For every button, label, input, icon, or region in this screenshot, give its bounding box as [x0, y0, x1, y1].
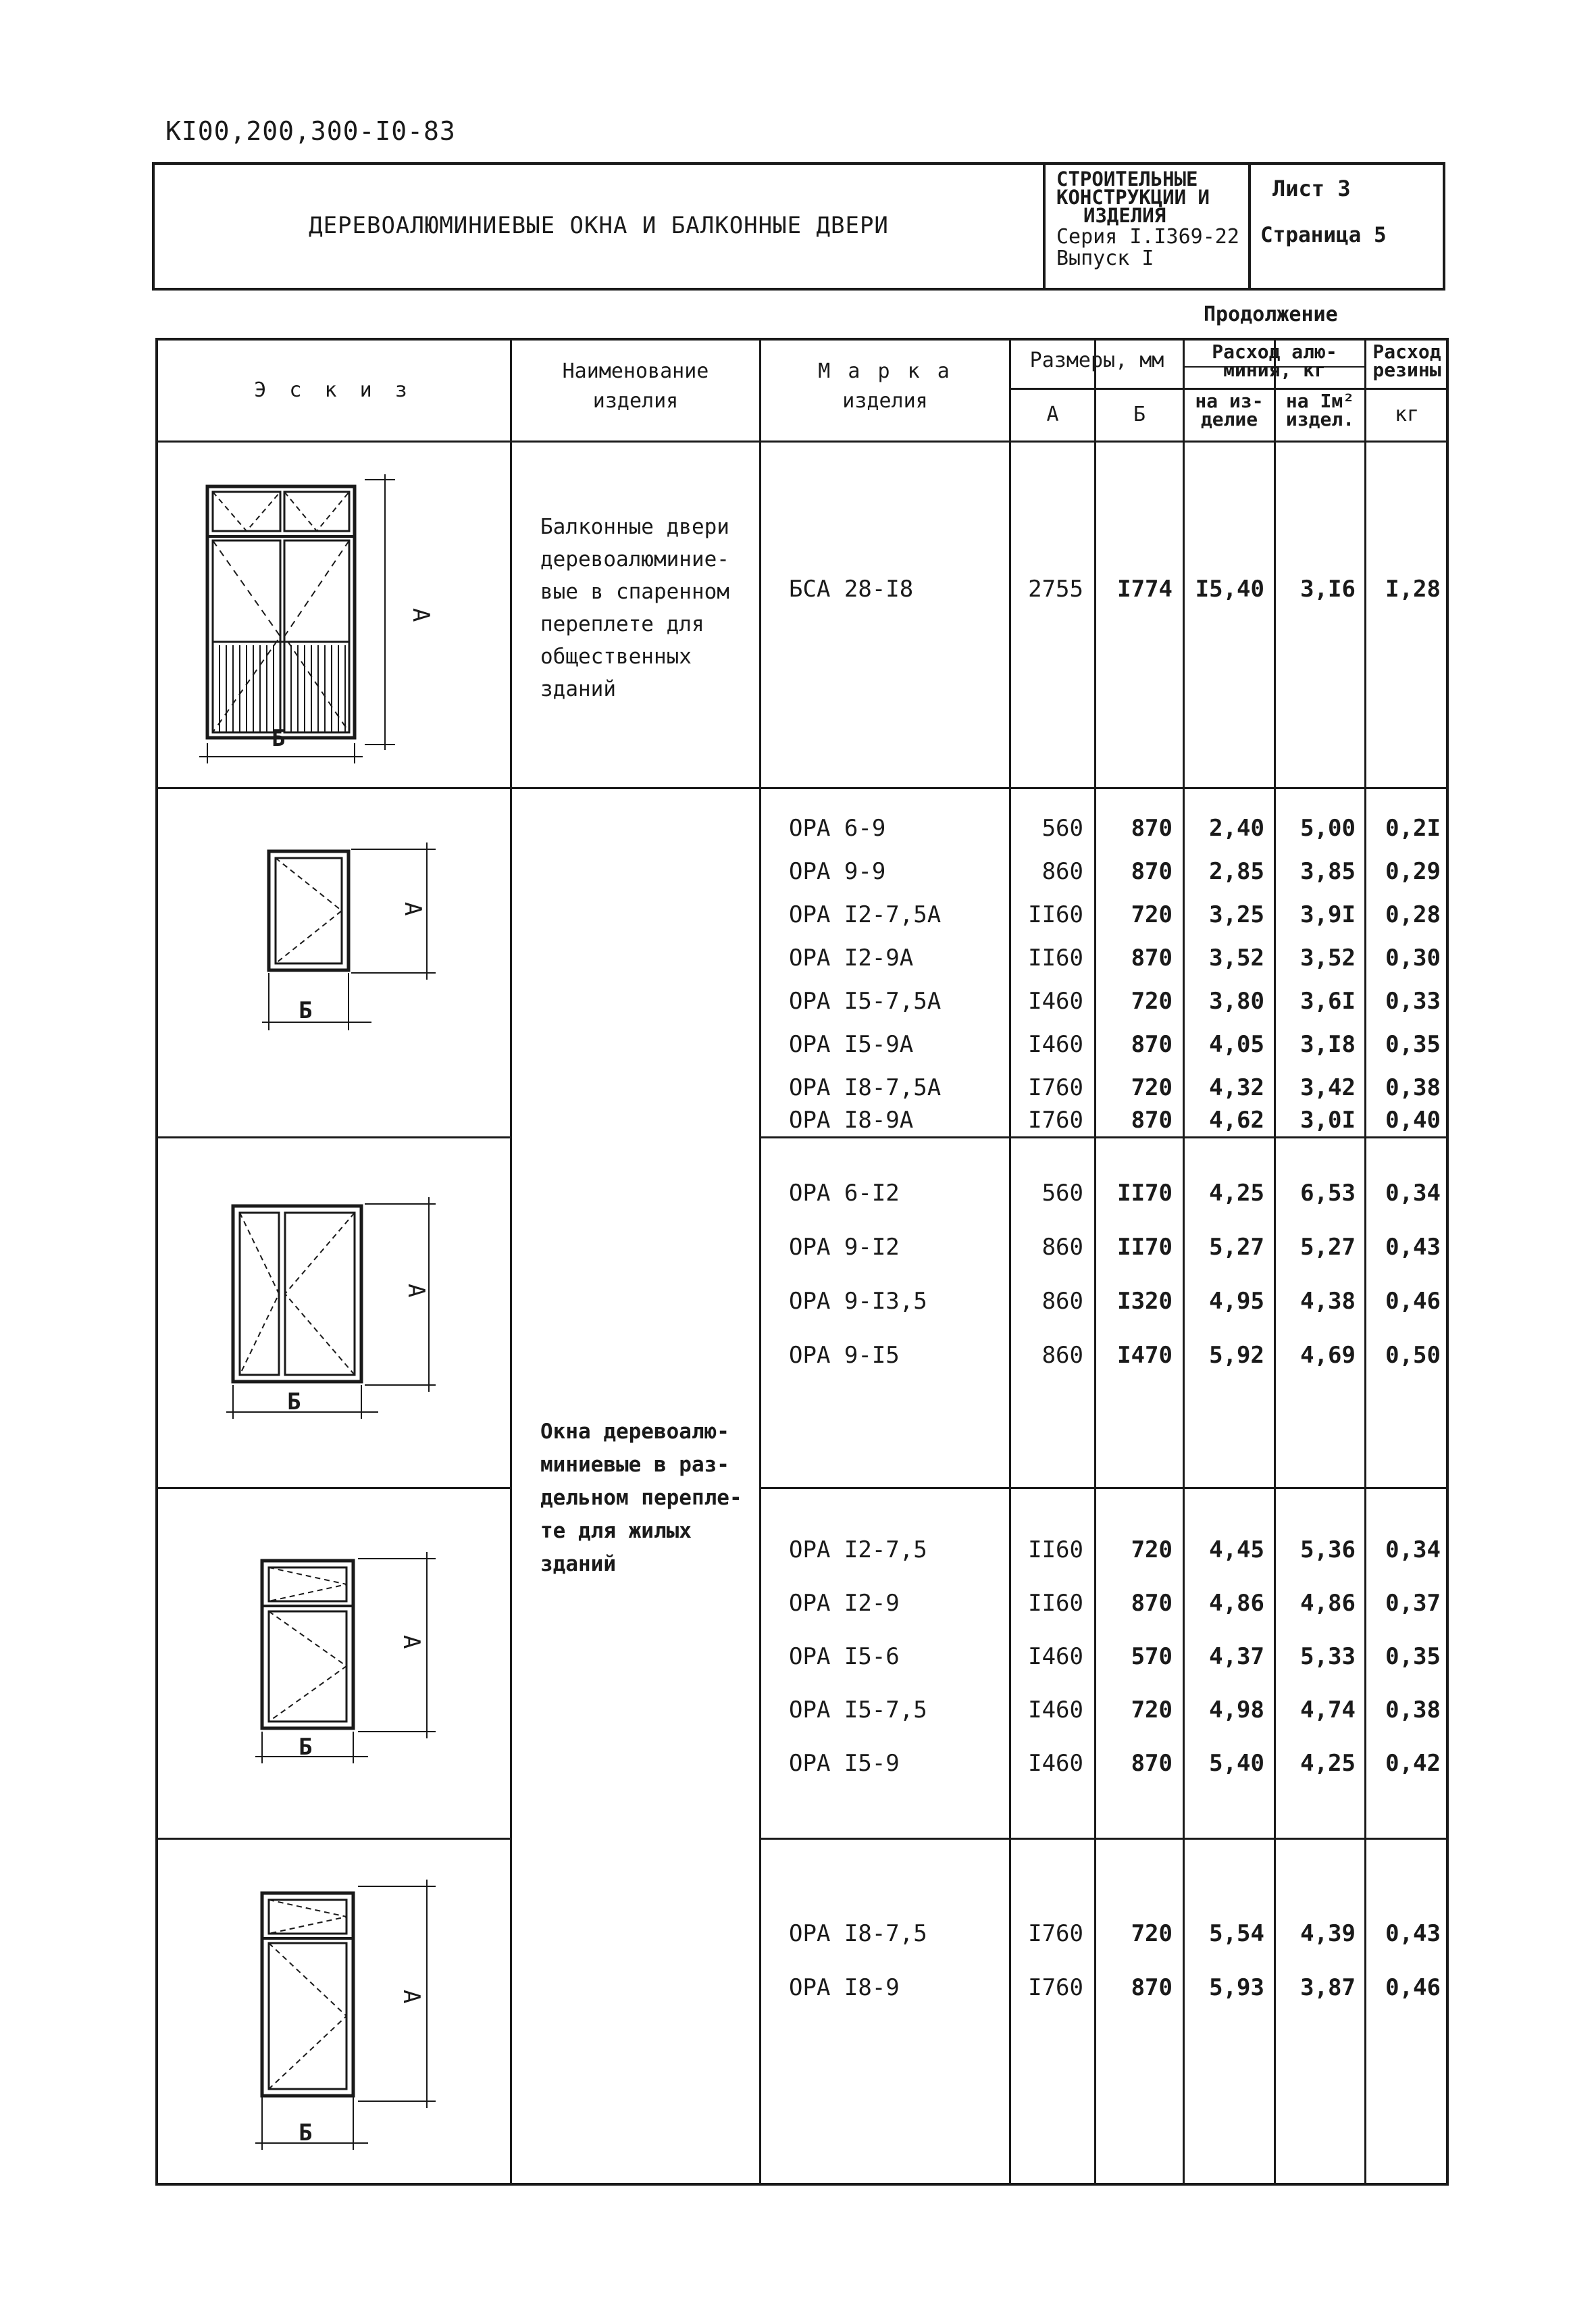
dim-label-b: Б — [272, 725, 286, 752]
cell-a: 2755 — [1028, 576, 1083, 603]
cell-rubber: 0,38 — [1385, 1074, 1441, 1101]
cell-alu-m2: 5,33 — [1300, 1643, 1356, 1670]
cell-alu-item: 4,45 — [1209, 1536, 1264, 1563]
cell-alu-m2: 3,0I — [1300, 1107, 1356, 1134]
group1-name: Балконные двери деревоалюминие- вые в спаренном переплете для общественных зданий — [540, 515, 729, 701]
title-block — [152, 162, 1445, 291]
divider — [759, 1136, 1449, 1138]
tall-vent-window-sketch — [250, 1878, 453, 2162]
cell-a: I760 — [1028, 1974, 1083, 2001]
cell-rubber: 0,28 — [1385, 901, 1441, 928]
cell-mark: ОРА I5-7,5 — [789, 1696, 927, 1724]
dim-label-a: А — [398, 1635, 425, 1649]
divider — [759, 1487, 1449, 1489]
cell-mark: ОРА I2-9 — [789, 1590, 900, 1617]
series-number: Серия I.I369-22 Выпуск I — [1056, 225, 1239, 270]
cell-rubber: 0,46 — [1385, 1288, 1441, 1315]
cell-b: I470 — [1117, 1342, 1173, 1369]
cell-mark: ОРА 6-9 — [789, 815, 886, 842]
cell-alu-m2: 3,6I — [1300, 988, 1356, 1015]
cell-rubber: 0,2I — [1385, 815, 1441, 842]
cell-alu-item: 5,27 — [1209, 1234, 1264, 1261]
cell-rubber: 0,29 — [1385, 858, 1441, 885]
divider — [759, 1838, 1449, 1840]
cell-rubber: 0,34 — [1385, 1180, 1441, 1207]
cell-a: 860 — [1041, 1342, 1083, 1369]
col-alu-m2: на Iм² издел. — [1285, 390, 1355, 430]
cell-alu-m2: 3,52 — [1300, 945, 1356, 972]
cell-alu-item: 2,40 — [1209, 815, 1264, 842]
col-sketch: Э с к и з — [254, 378, 413, 402]
cell-a: I760 — [1028, 1107, 1083, 1134]
single-window-sketch — [250, 834, 453, 1037]
divider — [510, 338, 512, 2186]
cell-alu-item: 5,92 — [1209, 1342, 1264, 1369]
cell-alu-m2: 4,69 — [1300, 1342, 1356, 1369]
cell-a: I460 — [1028, 1643, 1083, 1670]
cell-mark: ОРА 9-I3,5 — [789, 1288, 927, 1315]
cell-rubber: 0,42 — [1385, 1750, 1441, 1777]
cell-b: 870 — [1131, 815, 1173, 842]
cell-a: I760 — [1028, 1920, 1083, 1947]
cell-alu-item: 4,05 — [1209, 1031, 1264, 1058]
cell-mark: ОРА I5-7,5А — [789, 988, 942, 1015]
col-alu: Расход алю- миния, кг — [1212, 341, 1337, 381]
cell-b: II70 — [1117, 1234, 1173, 1261]
cell-mark: ОРА I2-7,5А — [789, 901, 942, 928]
cell-alu-m2: 3,42 — [1300, 1074, 1356, 1101]
vent-window-sketch — [250, 1544, 453, 1774]
cell-a: II60 — [1028, 1590, 1083, 1617]
cell-alu-item: 4,32 — [1209, 1074, 1264, 1101]
cell-alu-item: I5,40 — [1195, 576, 1264, 603]
cell-mark: ОРА 9-I2 — [789, 1234, 900, 1261]
cell-rubber: 0,35 — [1385, 1031, 1441, 1058]
cell-alu-item: 5,93 — [1209, 1974, 1264, 2001]
divider — [155, 1136, 510, 1138]
col-rubber: Расход резины — [1372, 341, 1441, 381]
cell-alu-item: 4,62 — [1209, 1107, 1264, 1134]
cell-rubber: 0,37 — [1385, 1590, 1441, 1617]
cell-b: I320 — [1117, 1288, 1173, 1315]
cell-a: I460 — [1028, 1031, 1083, 1058]
col-size-b: Б — [1133, 403, 1146, 426]
cell-a: 860 — [1041, 1234, 1083, 1261]
cell-alu-item: 4,86 — [1209, 1590, 1264, 1617]
divider — [155, 787, 1449, 789]
dim-label-b: Б — [299, 997, 313, 1024]
balcony-door-sketch — [162, 459, 500, 777]
col-sizes: Размеры, мм — [1029, 349, 1164, 372]
cell-mark: ОРА I8-7,5 — [789, 1920, 927, 1947]
dim-label-a: А — [399, 902, 426, 916]
document-code: КI00,200,300-I0-83 — [165, 116, 456, 146]
cell-mark: ОРА I5-6 — [789, 1643, 900, 1670]
cell-alu-item: 2,85 — [1209, 858, 1264, 885]
cell-alu-item: 3,25 — [1209, 901, 1264, 928]
series-heading: СТРОИТЕЛЬНЫЕ КОНСТРУКЦИИ И ИЗДЕЛИЯ — [1056, 168, 1210, 227]
cell-b: 870 — [1131, 1750, 1173, 1777]
cell-a: 560 — [1041, 1180, 1083, 1207]
cell-alu-m2: 3,85 — [1300, 858, 1356, 885]
col-mark: М а р к а изделия — [818, 359, 952, 413]
cell-rubber: 0,50 — [1385, 1342, 1441, 1369]
cell-alu-m2: 4,38 — [1300, 1288, 1356, 1315]
cell-mark: ОРА I8-7,5А — [789, 1074, 942, 1101]
cell-rubber: 0,43 — [1385, 1234, 1441, 1261]
cell-b: 870 — [1131, 1590, 1173, 1617]
col-size-a: А — [1046, 403, 1059, 426]
col-rubber-unit: кг — [1394, 403, 1420, 426]
cell-alu-m2: 5,36 — [1300, 1536, 1356, 1563]
cell-rubber: 0,30 — [1385, 945, 1441, 972]
cell-alu-item: 4,37 — [1209, 1643, 1264, 1670]
cell-alu-m2: 5,00 — [1300, 815, 1356, 842]
divider — [155, 1838, 510, 1840]
cell-alu-m2: 4,39 — [1300, 1920, 1356, 1947]
cell-b: 870 — [1131, 1107, 1173, 1134]
cell-mark: ОРА I5-9А — [789, 1031, 914, 1058]
cell-rubber: 0,35 — [1385, 1643, 1441, 1670]
cell-a: I460 — [1028, 1750, 1083, 1777]
dim-label-b: Б — [287, 1388, 301, 1415]
divider — [155, 1487, 510, 1489]
cell-b: 870 — [1131, 1031, 1173, 1058]
cell-rubber: I,28 — [1385, 576, 1441, 603]
cell-mark: БСА 28-I8 — [789, 576, 914, 603]
cell-a: 860 — [1041, 858, 1083, 885]
cell-mark: ОРА 6-I2 — [789, 1180, 900, 1207]
dim-label-b: Б — [299, 2119, 313, 2146]
cell-alu-m2: 3,9I — [1300, 901, 1356, 928]
cell-b: 570 — [1131, 1643, 1173, 1670]
cell-b: 720 — [1131, 1920, 1173, 1947]
cell-b: 720 — [1131, 901, 1173, 928]
cell-mark: ОРА I5-9 — [789, 1750, 900, 1777]
cell-alu-m2: 4,74 — [1300, 1696, 1356, 1724]
cell-b: 870 — [1131, 1974, 1173, 2001]
cell-alu-item: 3,52 — [1209, 945, 1264, 972]
cell-mark: ОРА 9-9 — [789, 858, 886, 885]
col-name: Наименование изделия — [562, 359, 709, 413]
page-number: Страница 5 — [1260, 223, 1387, 247]
dim-label-a: А — [398, 1990, 425, 2004]
cell-rubber: 0,34 — [1385, 1536, 1441, 1563]
cell-a: I760 — [1028, 1074, 1083, 1101]
cell-alu-item: 5,40 — [1209, 1750, 1264, 1777]
cell-alu-item: 4,95 — [1209, 1288, 1264, 1315]
double-window-sketch — [203, 1189, 473, 1439]
sheet-number: Лист 3 — [1272, 176, 1351, 201]
cell-rubber: 0,43 — [1385, 1920, 1441, 1947]
divider — [759, 338, 761, 2186]
cell-a: I460 — [1028, 988, 1083, 1015]
divider — [155, 441, 1449, 443]
dim-label-a: А — [403, 1284, 430, 1298]
cell-a: II60 — [1028, 1536, 1083, 1563]
cell-b: 720 — [1131, 1074, 1173, 1101]
cell-rubber: 0,33 — [1385, 988, 1441, 1015]
cell-b: 720 — [1131, 1536, 1173, 1563]
dim-label-b: Б — [299, 1734, 313, 1761]
cell-alu-m2: 4,86 — [1300, 1590, 1356, 1617]
cell-b: 870 — [1131, 858, 1173, 885]
cell-mark: ОРА I8-9А — [789, 1107, 914, 1134]
cell-b: 720 — [1131, 1696, 1173, 1724]
cell-mark: ОРА 9-I5 — [789, 1342, 900, 1369]
cell-rubber: 0,38 — [1385, 1696, 1441, 1724]
cell-a: 860 — [1041, 1288, 1083, 1315]
cell-alu-m2: 4,25 — [1300, 1750, 1356, 1777]
cell-rubber: 0,46 — [1385, 1974, 1441, 2001]
cell-rubber: 0,40 — [1385, 1107, 1441, 1134]
group2-name: Окна деревоалю- миниевые в раз- дельном перепле- те для жилых зданий — [540, 1419, 742, 1576]
cell-alu-item: 4,98 — [1209, 1696, 1264, 1724]
cell-alu-item: 5,54 — [1209, 1920, 1264, 1947]
cell-mark: ОРА I2-7,5 — [789, 1536, 927, 1563]
continuation-label: Продолжение — [1204, 303, 1338, 326]
cell-alu-item: 3,80 — [1209, 988, 1264, 1015]
cell-alu-m2: 3,87 — [1300, 1974, 1356, 2001]
cell-mark: ОРА I8-9 — [789, 1974, 900, 2001]
cell-alu-m2: 6,53 — [1300, 1180, 1356, 1207]
cell-a: II60 — [1028, 901, 1083, 928]
cell-a: I460 — [1028, 1696, 1083, 1724]
cell-b: 720 — [1131, 988, 1173, 1015]
cell-alu-m2: 3,I8 — [1300, 1031, 1356, 1058]
cell-alu-m2: 5,27 — [1300, 1234, 1356, 1261]
cell-alu-m2: 3,I6 — [1300, 576, 1356, 603]
cell-a: 560 — [1041, 815, 1083, 842]
cell-alu-item: 4,25 — [1209, 1180, 1264, 1207]
cell-mark: ОРА I2-9А — [789, 945, 914, 972]
document-title: ДЕРЕВОАЛЮМИНИЕВЫЕ ОКНА И БАЛКОННЫЕ ДВЕРИ — [309, 212, 889, 239]
cell-b: I774 — [1117, 576, 1173, 603]
cell-a: II60 — [1028, 945, 1083, 972]
dim-label-a: А — [407, 608, 434, 622]
col-alu-item: на из- делие — [1195, 390, 1264, 430]
cell-b: 870 — [1131, 945, 1173, 972]
cell-b: II70 — [1117, 1180, 1173, 1207]
